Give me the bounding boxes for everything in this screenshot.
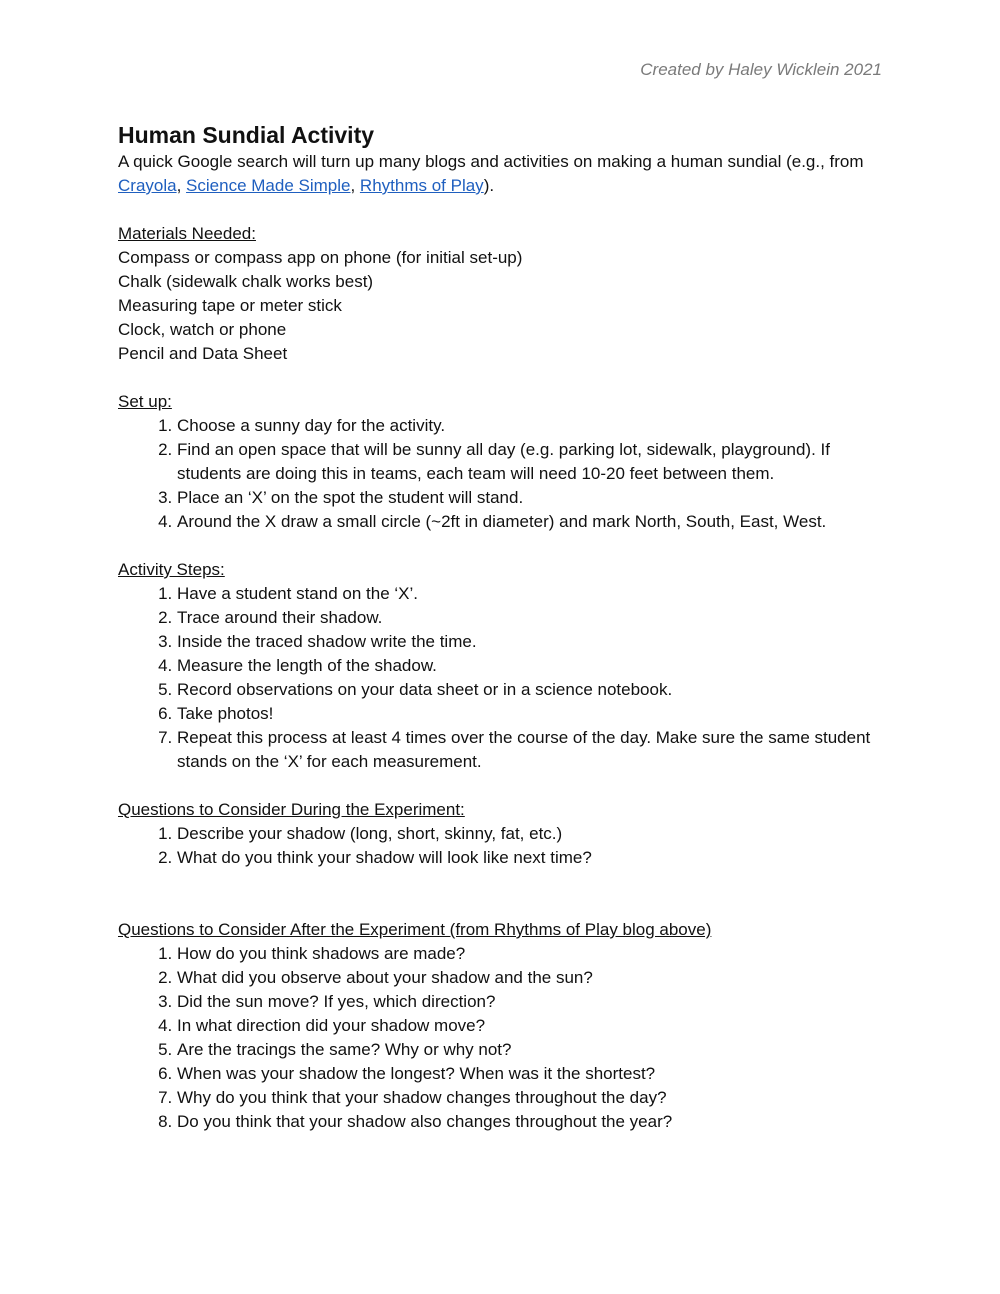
list-item: 4. In what direction did your shadow move? bbox=[177, 1014, 888, 1038]
page-title: Human Sundial Activity bbox=[118, 122, 375, 148]
list-item: 7. Why do you think that your shadow changes throughout the day? bbox=[177, 1086, 888, 1110]
intro-text: A quick Google search will turn up many blogs and activities on making a human sundial (e.g., from bbox=[118, 152, 864, 171]
separator: , bbox=[176, 176, 187, 195]
during-questions-heading: Questions to Consider During the Experiment: bbox=[118, 800, 465, 819]
list-item: 4. Measure the length of the shadow. bbox=[177, 654, 888, 678]
materials-list bbox=[118, 246, 888, 366]
list-item: 3. Did the sun move? If yes, which direction? bbox=[177, 990, 888, 1014]
intro-text-end: ). bbox=[483, 176, 495, 195]
link-crayola[interactable]: Crayola bbox=[118, 176, 177, 195]
list-item: Measuring tape or meter stick bbox=[118, 296, 342, 315]
list-item: 5. Are the tracings the same? Why or why not? bbox=[177, 1038, 888, 1062]
link-rhythms-of-play[interactable]: Rhythms of Play bbox=[359, 176, 484, 195]
list-item: 4. Around the X draw a small circle (~2ft in diameter) and mark North, South, East, West. bbox=[177, 510, 888, 534]
during-questions-list bbox=[118, 822, 888, 870]
list-item: 5. Record observations on your data sheet or in a science notebook. bbox=[177, 678, 888, 702]
list-item: 2. Find an open space that will be sunny all day (e.g. parking lot, sidewalk, playground). If students are doing this in teams, each team will need 10-20 feet between them. bbox=[177, 438, 888, 486]
list-item: 2. Trace around their shadow. bbox=[177, 606, 888, 630]
list-item: 2. What do you think your shadow will look like next time? bbox=[177, 846, 888, 870]
list-item: 1. Have a student stand on the ‘X’. bbox=[177, 582, 888, 606]
intro-paragraph bbox=[118, 150, 888, 198]
byline: Created by Haley Wicklein 2021 bbox=[640, 60, 882, 79]
list-item: 6. Take photos! bbox=[177, 702, 888, 726]
setup-list bbox=[118, 414, 888, 534]
list-item: Chalk (sidewalk chalk works best) bbox=[118, 272, 374, 291]
list-item: 1. How do you think shadows are made? bbox=[177, 942, 888, 966]
list-item: 7. Repeat this process at least 4 times over the course of the day. Make sure the same student stands on the ‘X’ for each measurement. bbox=[177, 726, 888, 774]
activity-steps-list bbox=[118, 582, 888, 774]
list-item: Pencil and Data Sheet bbox=[118, 344, 288, 363]
after-questions-heading: Questions to Consider After the Experiment (from Rhythms of Play blog above) bbox=[118, 920, 712, 939]
list-item: 8. Do you think that your shadow also changes throughout the year? bbox=[177, 1110, 888, 1134]
list-item: 1. Describe your shadow (long, short, skinny, fat, etc.) bbox=[177, 822, 888, 846]
list-item: Compass or compass app on phone (for initial set-up) bbox=[118, 248, 523, 267]
link-science-made-simple[interactable]: Science Made Simple bbox=[186, 176, 351, 195]
after-questions-list bbox=[118, 942, 888, 1134]
list-item: 1. Choose a sunny day for the activity. bbox=[177, 414, 888, 438]
document-body bbox=[118, 120, 888, 1134]
separator: , bbox=[350, 176, 360, 195]
list-item: 2. What did you observe about your shadow and the sun? bbox=[177, 966, 888, 990]
list-item: 3. Place an ‘X’ on the spot the student will stand. bbox=[177, 486, 888, 510]
materials-heading: Materials Needed: bbox=[118, 224, 256, 243]
list-item: 6. When was your shadow the longest? When was it the shortest? bbox=[177, 1062, 888, 1086]
setup-heading: Set up: bbox=[118, 392, 172, 411]
activity-steps-heading: Activity Steps: bbox=[118, 560, 225, 579]
list-item: 3. Inside the traced shadow write the time. bbox=[177, 630, 888, 654]
list-item: Clock, watch or phone bbox=[118, 320, 287, 339]
